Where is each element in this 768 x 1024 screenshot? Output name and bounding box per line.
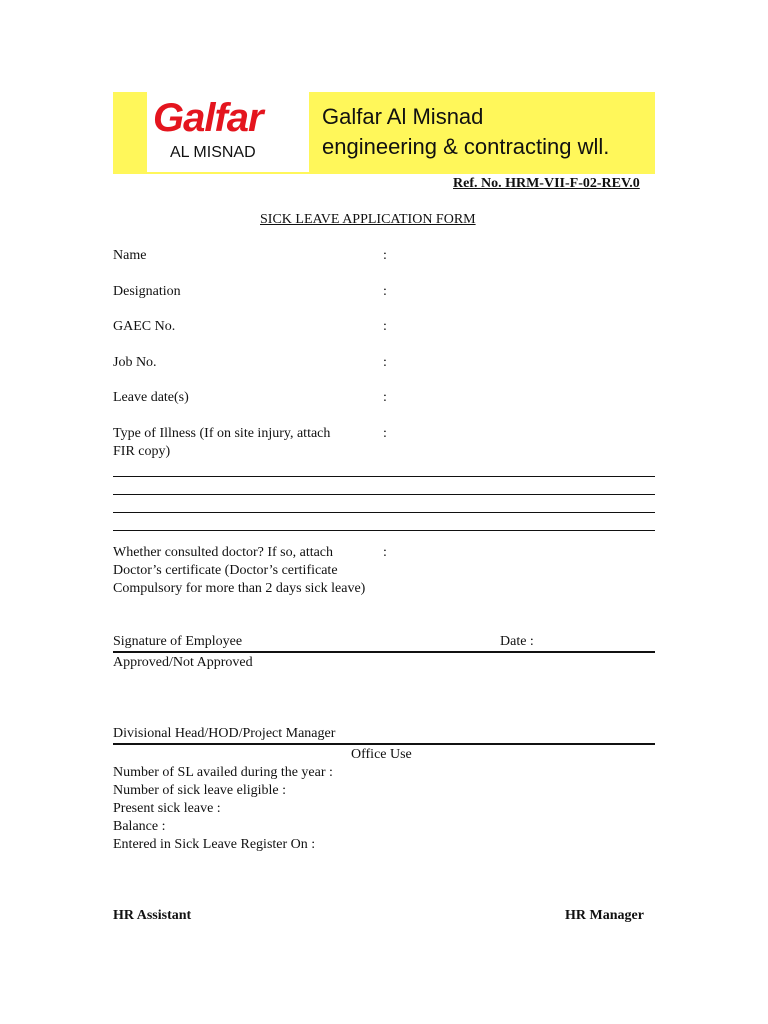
reference-number: Ref. No. HRM-VII-F-02-REV.0: [453, 176, 640, 191]
division-head-label: Divisional Head/HOD/Project Manager: [113, 726, 336, 741]
approval-status-label: Approved/Not Approved: [113, 655, 253, 670]
field-colon-gaec: :: [383, 319, 387, 334]
field-label-doctor-line3: Compulsory for more than 2 days sick leave): [113, 581, 366, 596]
writing-line: [113, 494, 655, 495]
division-head-rule: [113, 743, 655, 745]
office-sl-eligible: Number of sick leave eligible :: [113, 783, 286, 798]
office-sl-availed: Number of SL availed during the year :: [113, 765, 333, 780]
writing-line: [113, 512, 655, 513]
logo-wordmark: Galfar: [153, 96, 263, 140]
field-label-illness-line1: Type of Illness (If on site injury, attach: [113, 426, 331, 441]
field-label-job: Job No.: [113, 355, 157, 370]
field-label-name: Name: [113, 248, 147, 263]
field-colon-job: :: [383, 355, 387, 370]
writing-line: [113, 530, 655, 531]
form-title: SICK LEAVE APPLICATION FORM: [260, 212, 476, 227]
office-use-heading: Office Use: [351, 747, 412, 762]
company-name-line2: engineering & contracting wll.: [322, 134, 610, 159]
signature-employee-label: Signature of Employee: [113, 634, 243, 649]
hr-assistant-label: HR Assistant: [113, 908, 192, 923]
field-label-designation: Designation: [113, 284, 181, 299]
office-balance: Balance :: [113, 819, 166, 834]
field-label-doctor-line1: Whether consulted doctor? If so, attach: [113, 545, 334, 560]
field-label-doctor-line2: Doctor’s certificate (Doctor’s certificate: [113, 563, 338, 578]
logo-subtitle: AL MISNAD: [170, 144, 256, 161]
field-label-gaec: GAEC No.: [113, 319, 176, 334]
field-colon-designation: :: [383, 284, 387, 299]
office-present-sick-leave: Present sick leave :: [113, 801, 221, 816]
field-label-leave-dates: Leave date(s): [113, 390, 189, 405]
field-colon-doctor: :: [383, 545, 387, 560]
writing-line: [113, 476, 655, 477]
office-register-entry: Entered in Sick Leave Register On :: [113, 837, 316, 852]
field-colon-leave-dates: :: [383, 390, 387, 405]
field-colon-name: :: [383, 248, 387, 263]
hr-manager-label: HR Manager: [565, 908, 644, 923]
signature-rule: [113, 651, 655, 653]
date-label: Date :: [500, 634, 534, 649]
field-colon-illness: :: [383, 426, 387, 441]
field-label-illness-line2: FIR copy): [113, 444, 171, 459]
company-name-line1: Galfar Al Misnad: [322, 104, 484, 129]
